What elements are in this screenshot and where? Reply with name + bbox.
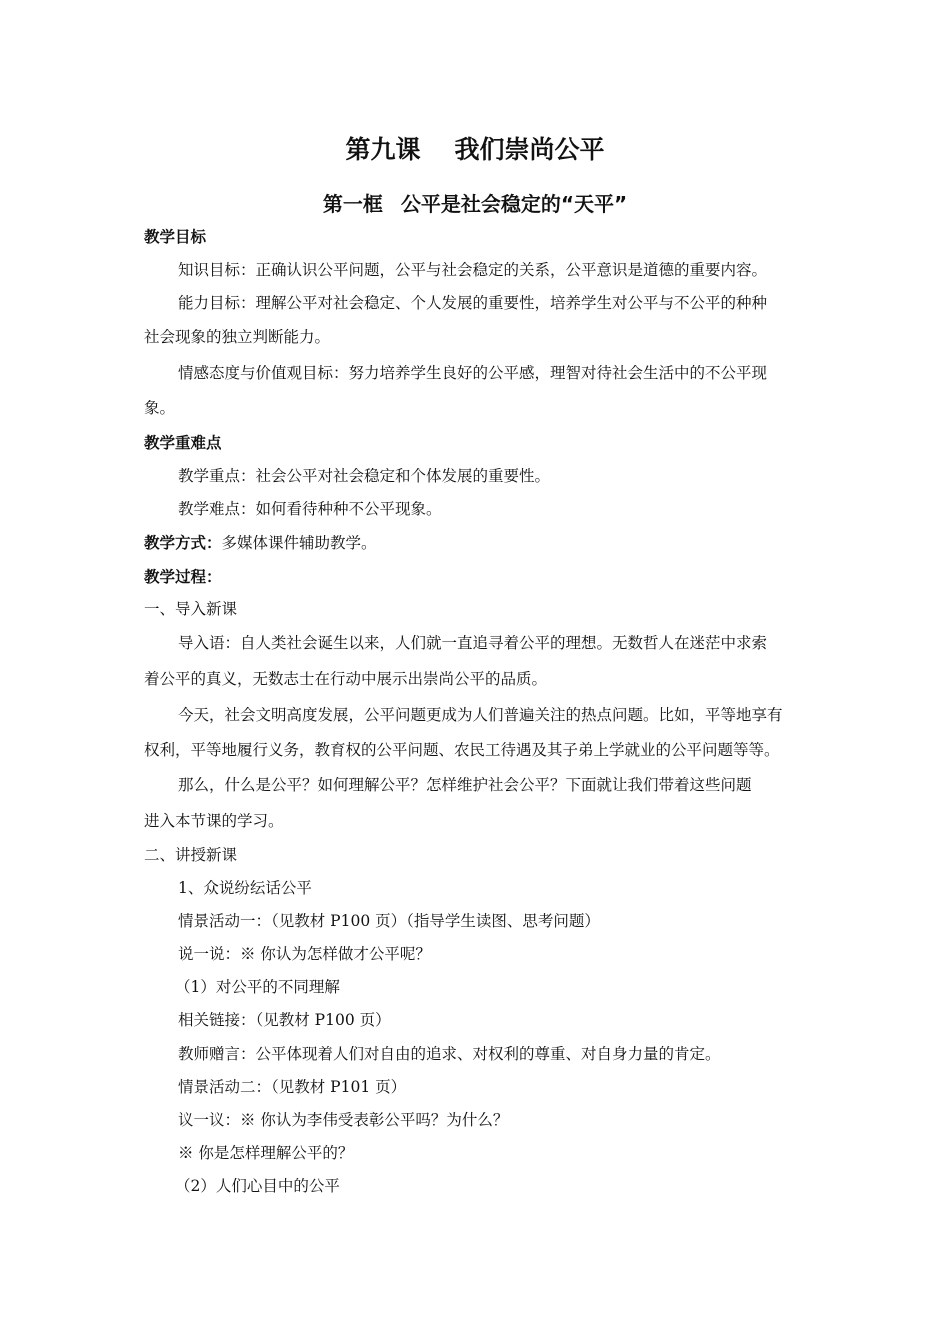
attitude-goal-cont: 象。 [144, 399, 176, 417]
method-label: 教学方式： [144, 534, 222, 552]
intro-text: 导入语：自人类社会诞生以来，人们就一直追寻着公平的理想。无数哲人在迷茫中求索 [178, 634, 768, 652]
question-text-cont: 进入本节课的学习。 [144, 812, 284, 830]
intro-text-cont: 着公平的真义，无数志士在行动中展示出崇尚公平的品质。 [144, 670, 548, 688]
section-new-lesson: 二、讲授新课 [144, 846, 238, 864]
teaching-method [144, 532, 814, 554]
key-point: 教学重点：社会公平对社会稳定和个体发展的重要性。 [178, 467, 551, 485]
difficult-point: 教学难点：如何看待种种不公平现象。 [178, 500, 442, 518]
knowledge-goal: 知识目标：正确认识公平问题，公平与社会稳定的关系，公平意识是道德的重要内容。 [178, 261, 768, 279]
lesson-name: 我们崇尚公平 [454, 135, 605, 164]
topic-1: 1、众说纷纭话公平 [178, 879, 312, 897]
key-points-heading: 教学重难点 [144, 434, 222, 452]
today-text: 今天，社会文明高度发展，公平问题更成为人们普遍关注的热点问题。比如，平等地享有 [178, 706, 783, 724]
subpoint-2: （2）人们心目中的公平 [175, 1177, 340, 1195]
method-value: 多媒体课件辅助教学。 [221, 534, 377, 552]
subpoint-1: （1）对公平的不同理解 [175, 978, 340, 996]
page-subtitle [0, 188, 950, 217]
discuss-prompt-2: ※ 你是怎样理解公平的？ [178, 1144, 354, 1162]
lesson-number: 第九课 [345, 135, 421, 164]
frame-number: 第一框 [322, 192, 383, 216]
question-text: 那么，什么是公平？如何理解公平？怎样维护社会公平？下面就让我们带着这些问题 [178, 776, 752, 794]
section-intro: 一、导入新课 [144, 600, 238, 618]
ability-goal-cont: 社会现象的独立判断能力。 [144, 328, 331, 346]
process-heading: 教学过程： [144, 568, 222, 586]
teacher-quote: 教师赠言：公平体现着人们对自由的追求、对权利的尊重、对自身力量的肯定。 [178, 1045, 721, 1063]
ability-goal: 能力目标：理解公平对社会稳定、个人发展的重要性，培养学生对公平与不公平的种种 [178, 294, 768, 312]
goals-heading: 教学目标 [144, 228, 207, 246]
say-prompt: 说一说：※ 你认为怎样做才公平呢？ [178, 945, 431, 963]
activity-1: 情景活动一：（见教材 P100 页）（指导学生读图、思考问题） [178, 912, 600, 930]
activity-2: 情景活动二：（见教材 P101 页） [178, 1078, 407, 1096]
attitude-goal: 情感态度与价值观目标：努力培养学生良好的公平感，理智对待社会生活中的不公平现 [178, 364, 768, 382]
page-title [0, 130, 950, 166]
related-link: 相关链接：（见教材 P100 页） [178, 1011, 391, 1029]
today-text-cont: 权利，平等地履行义务，教育权的公平问题、农民工待遇及其子弟上学就业的公平问题等等。 [144, 741, 780, 759]
frame-name: 公平是社会稳定的“天平” [400, 192, 628, 216]
discuss-prompt-1: 议一议：※ 你认为李伟受表彰公平吗？为什么？ [178, 1111, 509, 1129]
